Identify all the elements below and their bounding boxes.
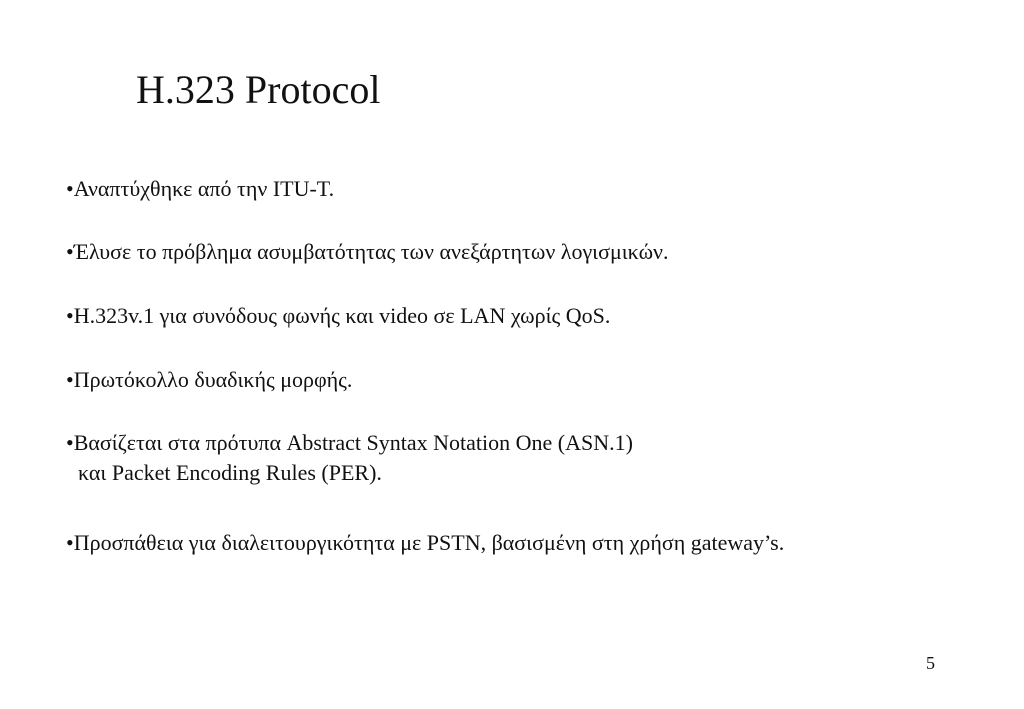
bullet-text: •H.323v.1 για συνόδους φωνής και video σε LAN χωρίς QoS. [66, 303, 611, 328]
bullet-item [66, 365, 352, 395]
bullet-text: •Έλυσε το πρόβλημα ασυμβατότητας των ανεξάρτητων λογισμικών. [66, 239, 669, 264]
bullet-text: •Αναπτύχθηκε από την ITU-T. [66, 176, 335, 201]
page-number: 5 [926, 653, 935, 673]
bullet-text: •Πρωτόκολλο δυαδικής μορφής. [66, 367, 353, 392]
bullet-continuation-text: και Packet Encoding Rules (PER). [78, 460, 382, 485]
bullet-text: •Βασίζεται στα πρότυπα Abstract Syntax Notation One (ASN.1) [66, 430, 633, 455]
bullet-item [66, 428, 633, 488]
bullet-item [66, 237, 669, 267]
slide-title: H.323 Protocol [136, 67, 381, 112]
bullet-item [66, 301, 610, 331]
bullet-item [66, 174, 334, 204]
bullet-item [66, 528, 784, 558]
bullet-text: •Προσπάθεια για διαλειτουργικότητα με PSTN, βασισμένη στη χρήση gateway’s. [66, 530, 785, 555]
